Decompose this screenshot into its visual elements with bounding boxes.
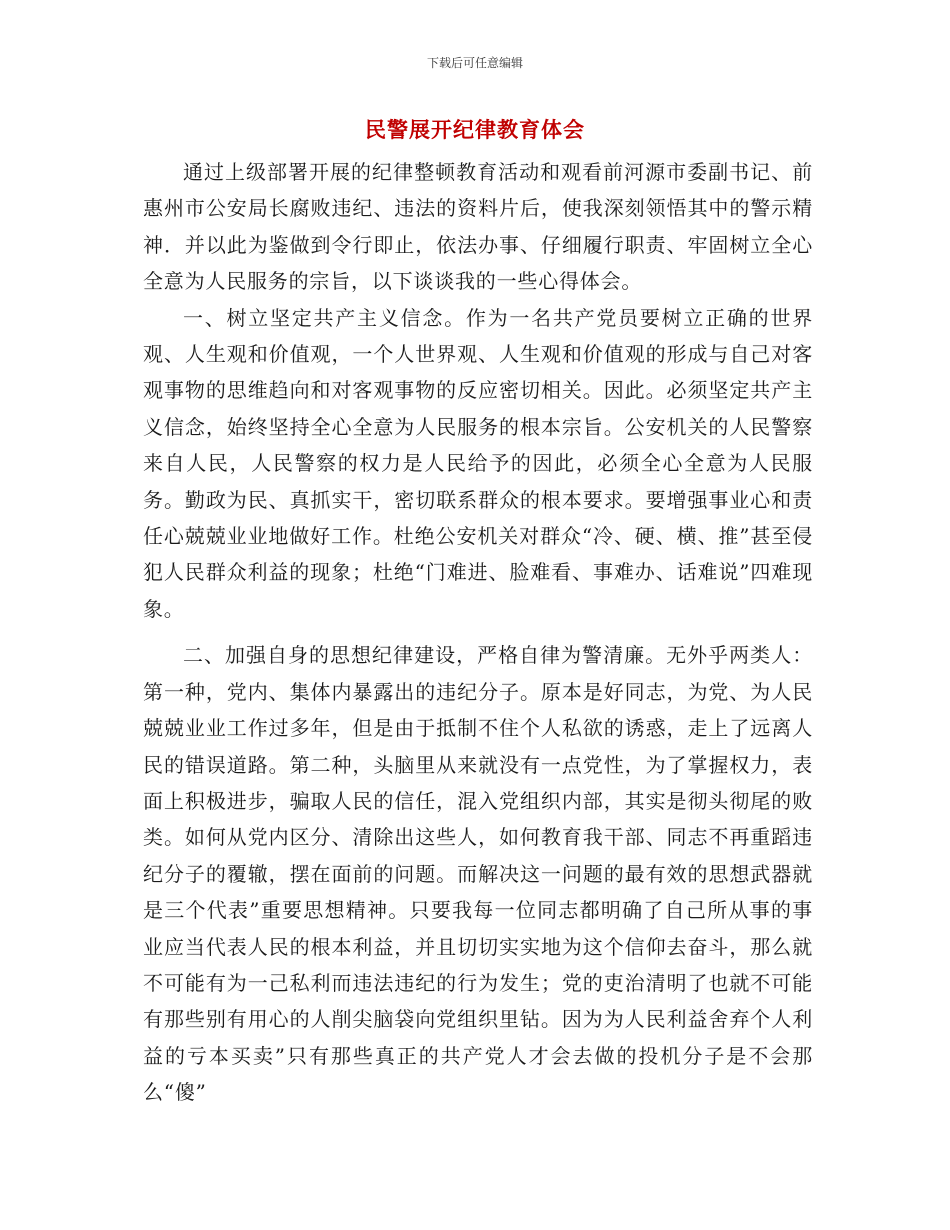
paragraph-section-two: 二、加强自身的思想纪律建设，严格自律为警清廉。无外乎两类人：第一种，党内、集体内暴露出的违纪分子。原本是好同志，为党、为人民兢兢业业工作过多年，但是由于抵制不住个人私欲的诱惑，走上了远离人民的错误道路。第二种，头脑里从来就没有一点党性，为了掌握权力，表面上积极进步，骗取人民的信任，混入党组织内部，其实是彻头彻尾的败类。如何从党内区分、清除出这些人，如何教育我干部、同志不再重蹈违纪分子的覆辙，摆在面前的问题。而解决这一问题的最有效的思想武器就是三个代表”重要思想精神。只要我每一位同志都明确了自己所从事的事业应当代表人民的根本利益，并且切切实实地为这个信仰去奋斗，那么就不可能有为一己私利而违法违纪的行为发生；党的吏治清明了也就不可能有那些别有用心的人削尖脑袋向党组织里钻。因为为人民利益舍弃个人利益的亏本买卖”只有那些真正的共产党人才会去做的投机分子是不会那么“傻” <box>143 643 813 1105</box>
header-note: 下载后可任意编辑 <box>426 56 523 70</box>
document-body <box>143 154 813 1111</box>
paragraph-intro: 通过上级部署开展的纪律整顿教育活动和观看前河源市委副书记、前惠州市公安局长腐败违纪、违法的资料片后，使我深刻领悟其中的警示精神．并以此为鉴做到令行即止，依法办事、仔细履行职责、牢固树立全心全意为人民服务的宗旨，以下谈谈我的一些心得体会。 <box>143 160 813 294</box>
paragraph-section-one: 一、树立坚定共产主义信念。作为一名共产党员要树立正确的世界观、人生观和价值观，一个人世界观、人生观和价值观的形成与自己对客观事物的思维趋向和对客观事物的反应密切相关。因此。必须坚定共产主义信念，始终坚持全心全意为人民服务的根本宗旨。公安机关的人民警察来自人民，人民警察的权力是人民给予的因此，必须全心全意为人民服务。勤政为民、真抓实干，密切联系群众的根本要求。要增强事业心和责任心兢兢业业地做好工作。杜绝公安机关对群众“冷、硬、横、推”甚至侵犯人民群众利益的现象；杜绝“门难进、脸难看、事难办、话难说”四难现象。 <box>143 305 813 621</box>
document-title: 民警展开纪律教育体会 <box>365 118 585 142</box>
